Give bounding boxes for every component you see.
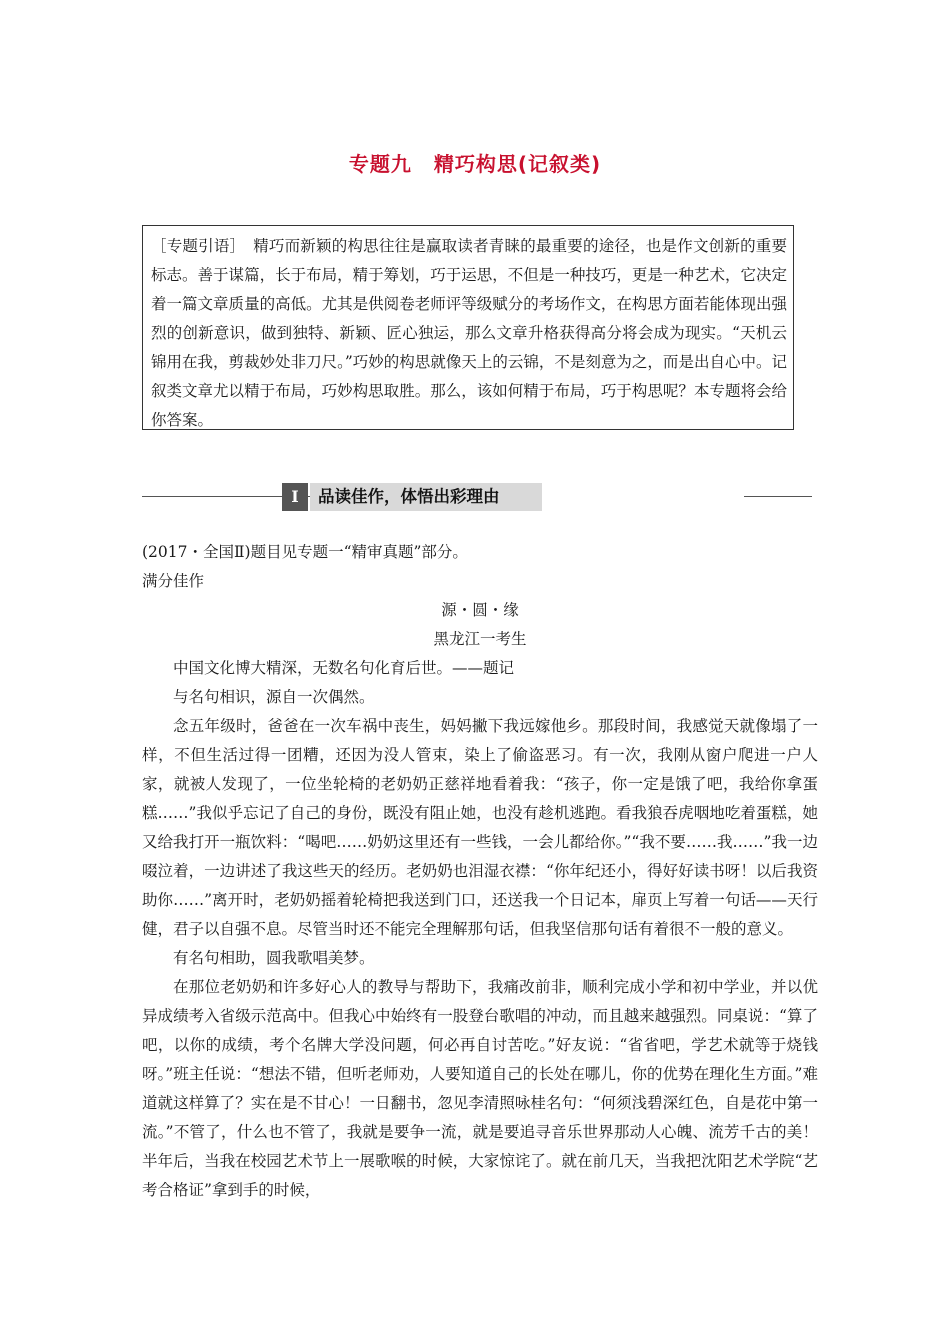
page-title bbox=[0, 148, 950, 177]
essay-title: 源・圆・缘 bbox=[441, 601, 519, 619]
section-header bbox=[142, 483, 812, 511]
section-label: 品读佳作，体悟出彩理由 bbox=[318, 487, 500, 506]
essay-paragraph: 有名句相助，圆我歌唱美梦。 bbox=[173, 949, 375, 967]
essay-paragraph: 中国文化博大精深，无数名句化育后世。——题记 bbox=[173, 659, 515, 677]
essay-paragraph: 念五年级时，爸爸在一次车祸中丧生，妈妈撇下我远嫁他乡。那段时间，我感觉天就像塌了一样，不但生活过得一团糟，还因为没人管束，染上了偷盗恶习。有一次，我刚从窗户爬进一户人家，就被人发现了，一位坐轮椅的老奶奶正慈祥地看着我：“孩子，你一定是饿了吧，我给你拿蛋糕……”我似乎忘记了自己的身份，既没有阻止她，也没有趁机逃跑。看我狼吞虎咽地吃着蛋糕，她又给我打开一瓶饮料：“喝吧……奶奶这里还有一些钱，一会儿都给你。”“我不要……我……”我一边啜泣着，一边讲述了我这些天的经历。老奶奶也泪湿衣襟：“你年纪还小，得好好读书呀！以后我资助你……”离开时，老奶奶摇着轮椅把我送到门口，还送我一个日记本，扉页上写着一句话——天行健，君子以自强不息。尽管当时还不能完全理解那句话，但我坚信那句话有着很不一般的意义。 bbox=[142, 717, 818, 938]
essay-body bbox=[142, 538, 818, 1205]
intro-text: ［专题引语］ 精巧而新颖的构思往往是赢取读者青睐的最重要的途径，也是作文创新的重要标志。善于谋篇，长于布局，精于筹划，巧于运思，不但是一种技巧，更是一种艺术，它决定着一篇文章质量的高低。尤其是供阅卷老师评等级赋分的考场作文，在构思方面若能体现出强烈的创新意识，做到独特、新颖、匠心独运，那么文章升格获得高分将会成为现实。“天机云锦用在我，剪裁妙处非刀尺。”巧妙的构思就像天上的云锦，不是刻意为之，而是出自心中。记叙类文章尤以精于布局，巧妙构思取胜。那么，该如何精于布局，巧于构思呢？本专题将会给你答案。 bbox=[151, 237, 787, 429]
intro-box bbox=[142, 225, 794, 430]
essay-paragraph: 与名句相识，源自一次偶然。 bbox=[173, 688, 375, 706]
page-title-part2: 精巧构思(记叙类) bbox=[433, 152, 602, 176]
page-title-part1: 专题九 bbox=[348, 152, 412, 176]
essay-source: (2017・全国Ⅱ)题目见专题一“精审真题”部分。 bbox=[142, 543, 468, 561]
essay-tag: 满分佳作 bbox=[142, 572, 205, 590]
section-number: Ⅰ bbox=[282, 483, 308, 511]
essay-author: 黑龙江一考生 bbox=[433, 630, 527, 648]
essay-paragraph: 在那位老奶奶和许多好心人的教导与帮助下，我痛改前非，顺利完成小学和初中学业，并以优异成绩考入省级示范高中。但我心中始终有一股登台歌唱的冲动，而且越来越强烈。同桌说：“算了吧，以你的成绩，考个名牌大学没问题，何必再自讨苦吃。”好友说：“省省吧，学艺术就等于烧钱呀。”班主任说：“想法不错，但听老师劝，人要知道自己的长处在哪儿，你的优势在理化生方面。”难道就这样算了？实在是不甘心！一日翻书，忽见李清照咏桂名句：“何须浅碧深红色，自是花中第一流。”不管了，什么也不管了，我就是要争一流，就是要追寻音乐世界那动人心魄、流芳千古的美！半年后，当我在校园艺术节上一展歌喉的时候，大家惊诧了。就在前几天，当我把沈阳艺术学院“艺考合格证”拿到手的时候， bbox=[142, 978, 818, 1199]
